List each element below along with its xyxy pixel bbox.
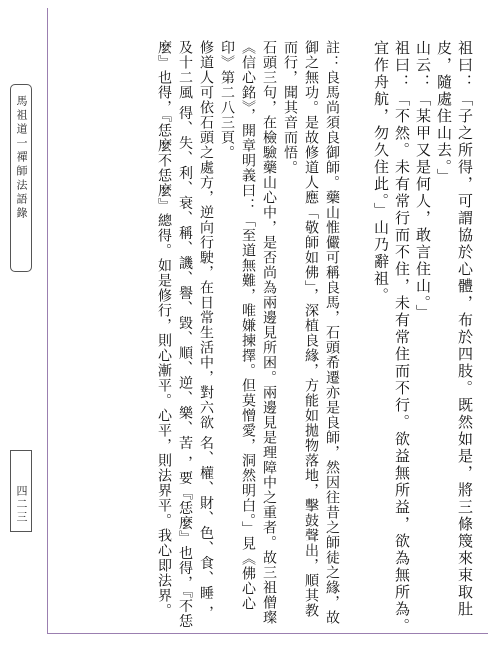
dialogue-line: 祖曰：「子之所得，可謂協於心體，布於四肢。既然如是，將三條篾來束取肚皮，隨處住山去。」 xyxy=(435,40,474,618)
dialogue-text xyxy=(345,40,475,640)
book-title: 馬祖道一禪師法語錄 xyxy=(15,95,28,221)
commentary-note xyxy=(50,40,342,630)
page-number: 四二三 xyxy=(15,485,28,524)
note-paragraph: 石頭三句，在檢驗藥山心中，是否尚為兩邊見所困。兩邊見是理障中之重者。故三祖僧璨《信心銘》，開章明義曰：「至道無難，唯嫌揀擇。但莫憎愛，洞然明白。」見《佛心心印》第二八三頁。 xyxy=(219,40,277,625)
dialogue-line: 山云：「某甲又是何人，敢言住山。」 xyxy=(414,40,432,322)
left-margin-rule xyxy=(47,8,48,633)
dialogue-line: 祖曰：「不然。未有常行而不住，未有常住而不行。欲益無所益，欲為無所為。宜作舟航，勿久住此。」山乃辭祖。 xyxy=(372,40,411,635)
note-paragraph: 註：良馬尚須良御師。藥山惟儼可稱良馬，石頭希遷亦是良師，然因往昔之師徒之緣，故御之無功。是故修道人應「敬師如佛」，深植良緣，方能如拋物落地，擊鼓聲出，順其教而行，聞其音而悟。 xyxy=(282,40,340,625)
page-number-box xyxy=(10,450,32,532)
note-paragraph: 修道人可依石頭之處方，逆向行駛，在日常生活中，對六欲 名、權、財、色、食、睡 ，及十二風 得、失、利、衰、稱、譏、譽、毀、順、逆、樂、苦 ，要『恁麼』也得，『不恁麼』也得，『恁麼不恁麼』總得。如是修行，則心漸平。心平，則法界平。我心即法界。 xyxy=(156,40,214,629)
book-title-tab xyxy=(10,84,32,272)
